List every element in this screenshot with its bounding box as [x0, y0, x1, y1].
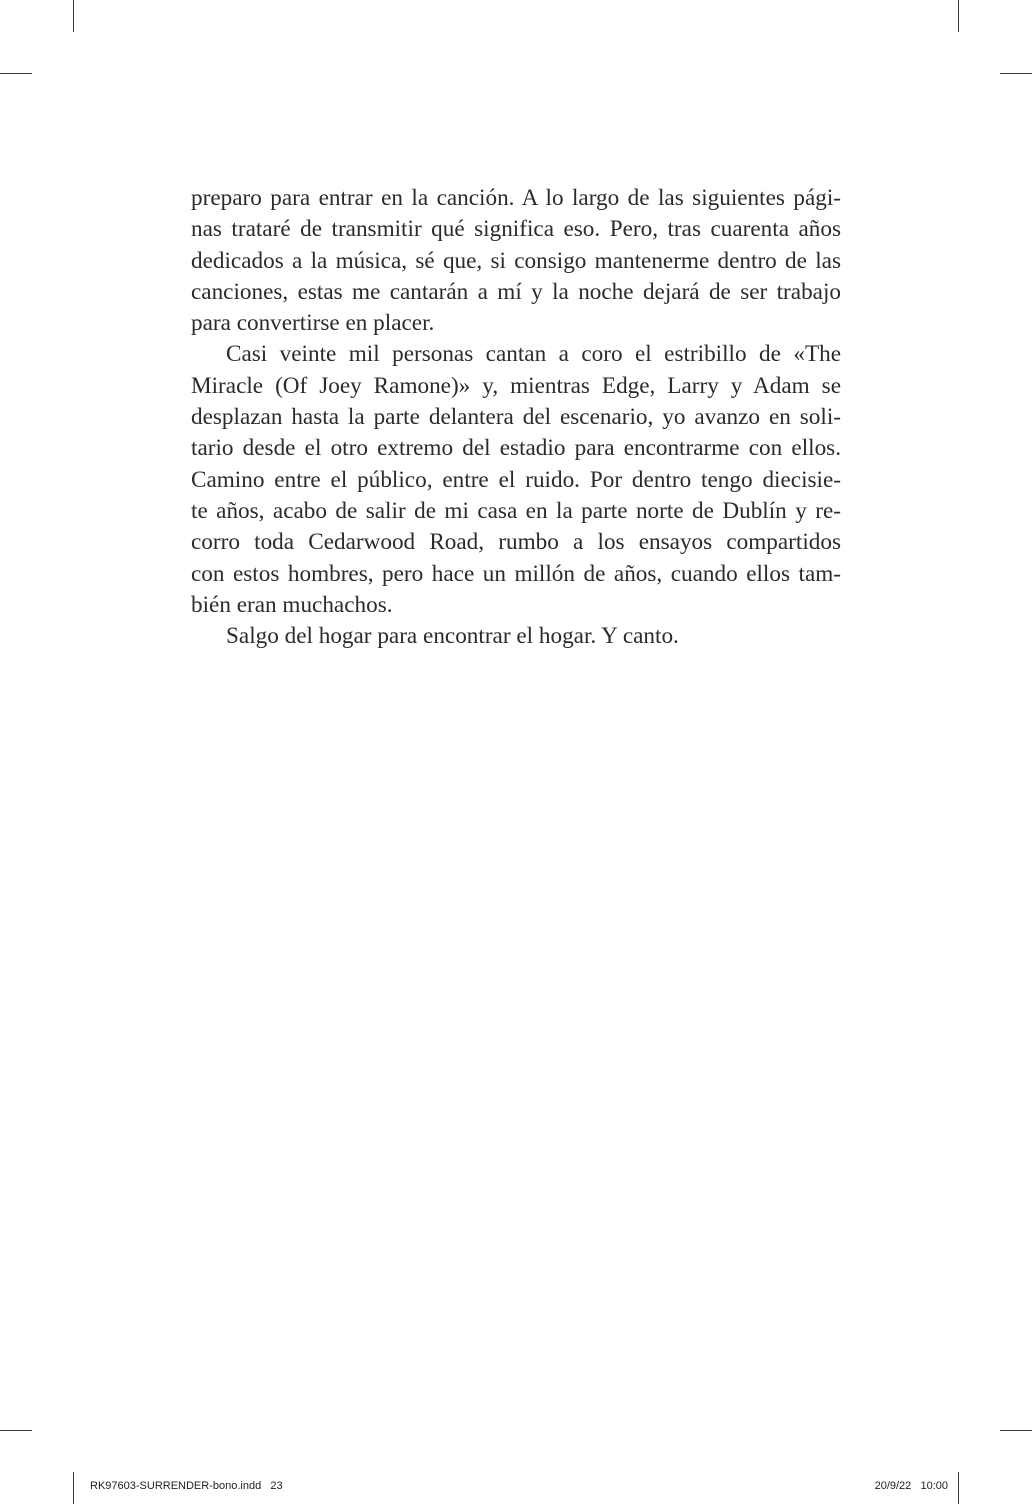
- text-line: Camino entre el público, entre el ruido. Por dentro tengo diecisie-: [191, 466, 841, 493]
- paragraph-3: [191, 621, 841, 652]
- text-line: bién eran muchachos.: [191, 591, 393, 618]
- crop-mark-bottom-left-h: [0, 1430, 32, 1431]
- crop-mark-bottom-right-h: [1000, 1430, 1032, 1431]
- crop-mark-top-left: [73, 0, 74, 32]
- crop-mark-bottom-right: [958, 1472, 959, 1504]
- text-line: Casi veinte mil personas cantan a coro el estribillo de «The: [226, 341, 841, 368]
- text-line: corro toda Cedarwood Road, rumbo a los ensayos compartidos: [191, 529, 841, 556]
- crop-mark-top-right: [958, 0, 959, 32]
- text-line: Salgo del hogar para encontrar el hogar. Y canto.: [226, 623, 679, 650]
- crop-mark-bottom-left: [73, 1472, 74, 1504]
- text-line: canciones, estas me cantarán a mí y la noche dejará de ser trabajo: [191, 278, 841, 305]
- slug-date-time: 20/9/22 10:00: [874, 1480, 948, 1492]
- paragraph-2: [191, 339, 841, 621]
- text-line: preparo para entrar en la canción. A lo largo de las siguientes pági-: [191, 185, 841, 211]
- crop-mark-top-left-h: [0, 73, 32, 74]
- body-text: [191, 183, 841, 652]
- text-line: Miracle (Of Joey Ramone)» y, mientras Edge, Larry y Adam se: [191, 372, 841, 399]
- text-line: dedicados a la música, sé que, si consigo mantenerme dentro de las: [191, 247, 841, 274]
- text-line: desplazan hasta la parte delantera del escenario, yo avanzo en soli-: [191, 404, 841, 431]
- text-line: nas trataré de transmitir qué significa eso. Pero, tras cuarenta años: [191, 216, 841, 243]
- text-line: con estos hombres, pero hace un millón de años, cuando ellos tam-: [191, 560, 841, 587]
- text-line: tario desde el otro extremo del estadio para encontrarme con ellos.: [191, 435, 841, 462]
- crop-mark-top-right-h: [1000, 73, 1032, 74]
- paragraph-1: [191, 183, 841, 339]
- text-line: te años, acabo de salir de mi casa en la parte norte de Dublín y re-: [191, 497, 841, 524]
- text-line: para convertirse en placer.: [191, 310, 435, 337]
- slug-file-info: RK97603-SURRENDER-bono.indd 23: [90, 1480, 283, 1492]
